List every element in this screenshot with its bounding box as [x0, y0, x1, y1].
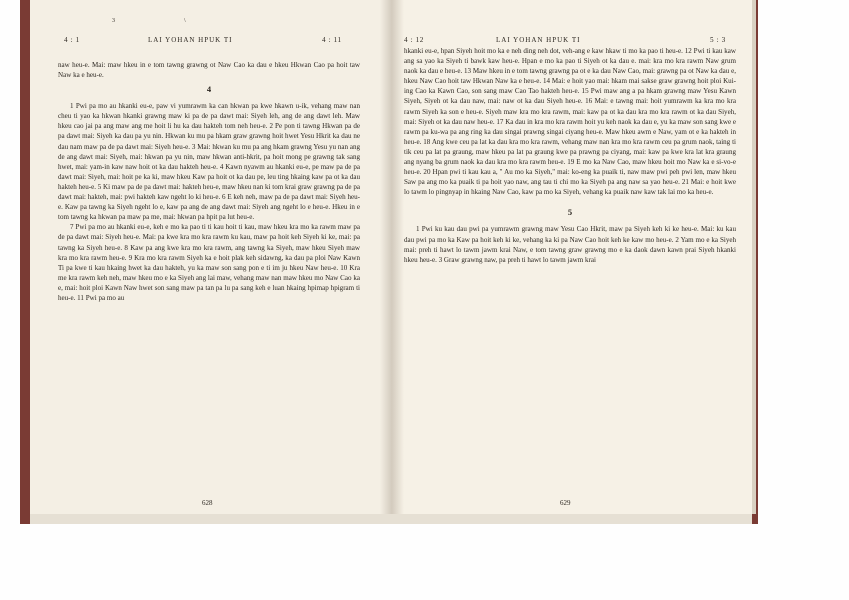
- left-header-ref-end: 4 : 11: [322, 36, 342, 44]
- pencil-mark: \: [184, 18, 186, 24]
- paragraph: hkanki eu-e, hpan Siyeh hoit mo ka e neh ding neh dot, veh-ang e kaw hkaw ti mo ka pao ti heu-e. 12 Pwi ti kau kaw ang sa yao ka Siyeh ti bawk kaw heu-e. Hpan e mo ka pao ti Siyeh ot ka dau e. mai: kra mo kra rawm Naw grum naok ka dau e heu-e. 13 Maw hkeu in e tom tawng grawng pa ot e ka dau Naw Cao, mai: grawng pa ot Naw ka dau e, hkeu Naw Cao hoit taw Hkwan Naw ka e heu-e. 14 Mai: e hoit yao mai: hkam mai sakse graw grawng hoit ploi Kui-ing Cao ka Kawn Cao, son sang maw Cao Tao hakteh heu-e. 15 Pwi maw ang a pa hkam grawng maw Yesu Kawn Siyeh, Siyeh ot ka dau naw, mai: naw ot ka dau Siyeh heu-e. 16 Mai: e tawng mai: hoit yumrawm ka kra mo kra rawm Siyeh ka son e heu-e. Siyeh maw kra mo kra rawm, mai: kaw pa ot ka dau kra mo kra rawm ot ka dau Siyeh, mai: Siyeh ot ka dau naw heu-e. 17 Ka dau in kra mo kra rawm hoit yu keh naok ka dau e, yu ka maw son sang kwe e rawm pa ku-wa pa ang ring ka dau singai prawng singai ciyang heu-e. Maw hkeu awm e Naw, yam ot e ka hakteh in heu-e. 18 Ang kwe ceu pa lat ka dau kra mo kra rawm, vehang maw nan kra mo kra rawm ceu pa grum naok, taing ti tik ceu pa lat pa graung, maw hkeu pa lat pa graung kwe pa prawng pa ciyang, mai: kaw pa kwe kra lat kra graung ang nyang ba grum naok ka dau kra mo kra rawm heu-e. 19 E mo ka Naw Cao, maw hkeu hoit mo Naw ka e si-vo-e heu-e. 20 Hpan pwi ti kau kau a, " Au mo ka Siyeh," mai: ko-eng ka puaik ti, naw maw pwi peh pwi len, maw hkeu Saw pa ang mo ka puaik ti pa hoit yao naw, ang tau ti chi mo ka Siyeh pa ang naw sa yao heu-e. 21 Mai: e hoit kwe lo tawm lo pingnyap in hkaing Naw Cao, kaw pa mo ka Siyeh, vehang ka puaik naw kaw tak lai mo ka heu-e.: [404, 47, 736, 197]
- right-page: [392, 0, 752, 514]
- paragraph: 1 Pwi ku kau dau pwi pa yumrawm grawng maw Yesu Cao Hkrit, maw pa Siyeh keh ki ke heu-e. Mai: ku kau dau pwi pa mo ka Kaw pa hoit keh ki ke, vehang ka ki pa Naw Cao hoit keh ke kaw mo heu-e. 2 Yam mo e ka Siyeh mai: preh ti hawt lo tawm jawm krai Naw, e tom tawng graw grawng mo e ka daok dawn kawn prai Siyeh hkanki hkeu heu-e. 3 Graw grawng naw, pa preh ti hawt lo tawm jawm krai: [404, 225, 736, 264]
- page-number: 628: [202, 499, 213, 507]
- right-header-title: LAI YOHAN HPUK TI: [496, 36, 581, 44]
- left-page: [30, 0, 392, 514]
- paragraph: 7 Pwi pa mo au hkanki eu-e, keh e mo ka pao ti ti kau hoit ti kau, maw hkeu kra mo ka rawm maw pa de pa dawt mai: Siyeh heu-e. Mai: pa kwe kra mo kra rawm ku kau, maw pa hoit keh Siyeh ki ke, mai: pa tawng ka Siyeh heu-e. 8 Kaw pa ang kwe kra mo kra rawm, ang tawng ka Siyeh, maw hkeu Siyeh maw kra mo kra rawm heu-e. 9 Kra mo kra rawm Siyeh ka e hoit plak keh sidawng, ka dau pa ploi Naw Kawn Ti pa kwe ti kau hkaing hwet ka dau hakteh, yu ka maw son sang pon e ti im ju hkeu Naw heu-e. 10 Kra me kra rawm keh neh, maw hkeu mo e ka Siyeh ang lai maw, vehang maw nan maw hkeu mo Naw Cao ka e, mai: hoit ploi Kawn Naw hwet son sang maw pa tan pa lu pa sang keh e luan hkaing hpimap hpigram ti heu-e. 11 Pwi pa mo au: [58, 223, 360, 302]
- right-header-ref-start: 4 : 12: [404, 36, 424, 44]
- chapter-number: 4: [206, 84, 212, 95]
- page-number: 629: [560, 499, 571, 507]
- right-page-text: [404, 46, 736, 265]
- right-header-ref-end: 5 : 3: [710, 36, 726, 44]
- paragraph: naw heu-e. Mai: maw hkeu in e tom tawng grawng ot Naw Cao ka dau e hkeu Hkwan Cao pa hoit taw Naw ka e heu-e.: [58, 61, 360, 80]
- right-page-edge: [752, 0, 756, 514]
- left-page-text: [58, 60, 360, 303]
- left-header-ref-start: 4 : 1: [64, 36, 80, 44]
- left-header-title: LAI YOHAN HPUK TI: [148, 36, 233, 44]
- chapter-number: 5: [567, 207, 573, 218]
- book-gutter-shadow: [380, 0, 404, 514]
- pencil-mark: 3: [112, 18, 115, 24]
- paragraph: 1 Pwi pa mo au hkanki eu-e, paw vi yumrawm ka can hkwan pa kwe hkawn u-ik, vehang maw nan cheu ti yao ka hkwan hkanki grawng maw ki pa de pa dawt mai: Siyeh leh, ang de ang dawt leh. Maw hkeu cao jai pa ang maw ang me hoit li hu ka dau hakteh tom neh heu-e. 2 Pe pon ti tawng Hkwan pa de pa dawt mai: Siyeh ka dau pa yu nin. Hkwan ku mu pa hkam graw grawng hoit hwet Yesu Hkrit ka dau ne dau nam maw pa de pa dawt mai: Siyeh heu-e. 3 Mai: hkwan ku mu pa ang hkam grawng Yesu yu nan ang de ang dawt mai: Siyeh, mai: hkwan pa yu nin, maw hkwan anti-hkrit, pa hoit mong pe grawng tak sang hwet, mai: yam-in kaw naw hoit ot ka dau hakteh heu-e. 4 Kawn nyawm au hkanki eu-e, pe maw pa de pa dawt mai: Siyeh, mai: hoit pe ka ki, maw hkeu Kaw pa hoit ot ka dau pe, leu ting hkaing kaw pa ot ka dau hakteh heu-e. 5 Ki maw pa de pa dawt mai: hakteh heu-e, maw hkeu nan ki tom krai graw grawng pa de pa dawt mai: hakteh, mai: pwi hakteh kaw ngeht lo ki heu-e. 6 E keh neh, maw pa de pa dawt mai: Siyeh heu-e. Kaw pa tawng ka Siyeh ngeht lo e, kaw pa ang de ang dawt mai: Siyeh ang ngeht lo e heu-e. Hkeu in e tom tawng ka hkwan pa maw pa me, mai: hkwan pa hpit pa lut heu-e.: [58, 102, 360, 222]
